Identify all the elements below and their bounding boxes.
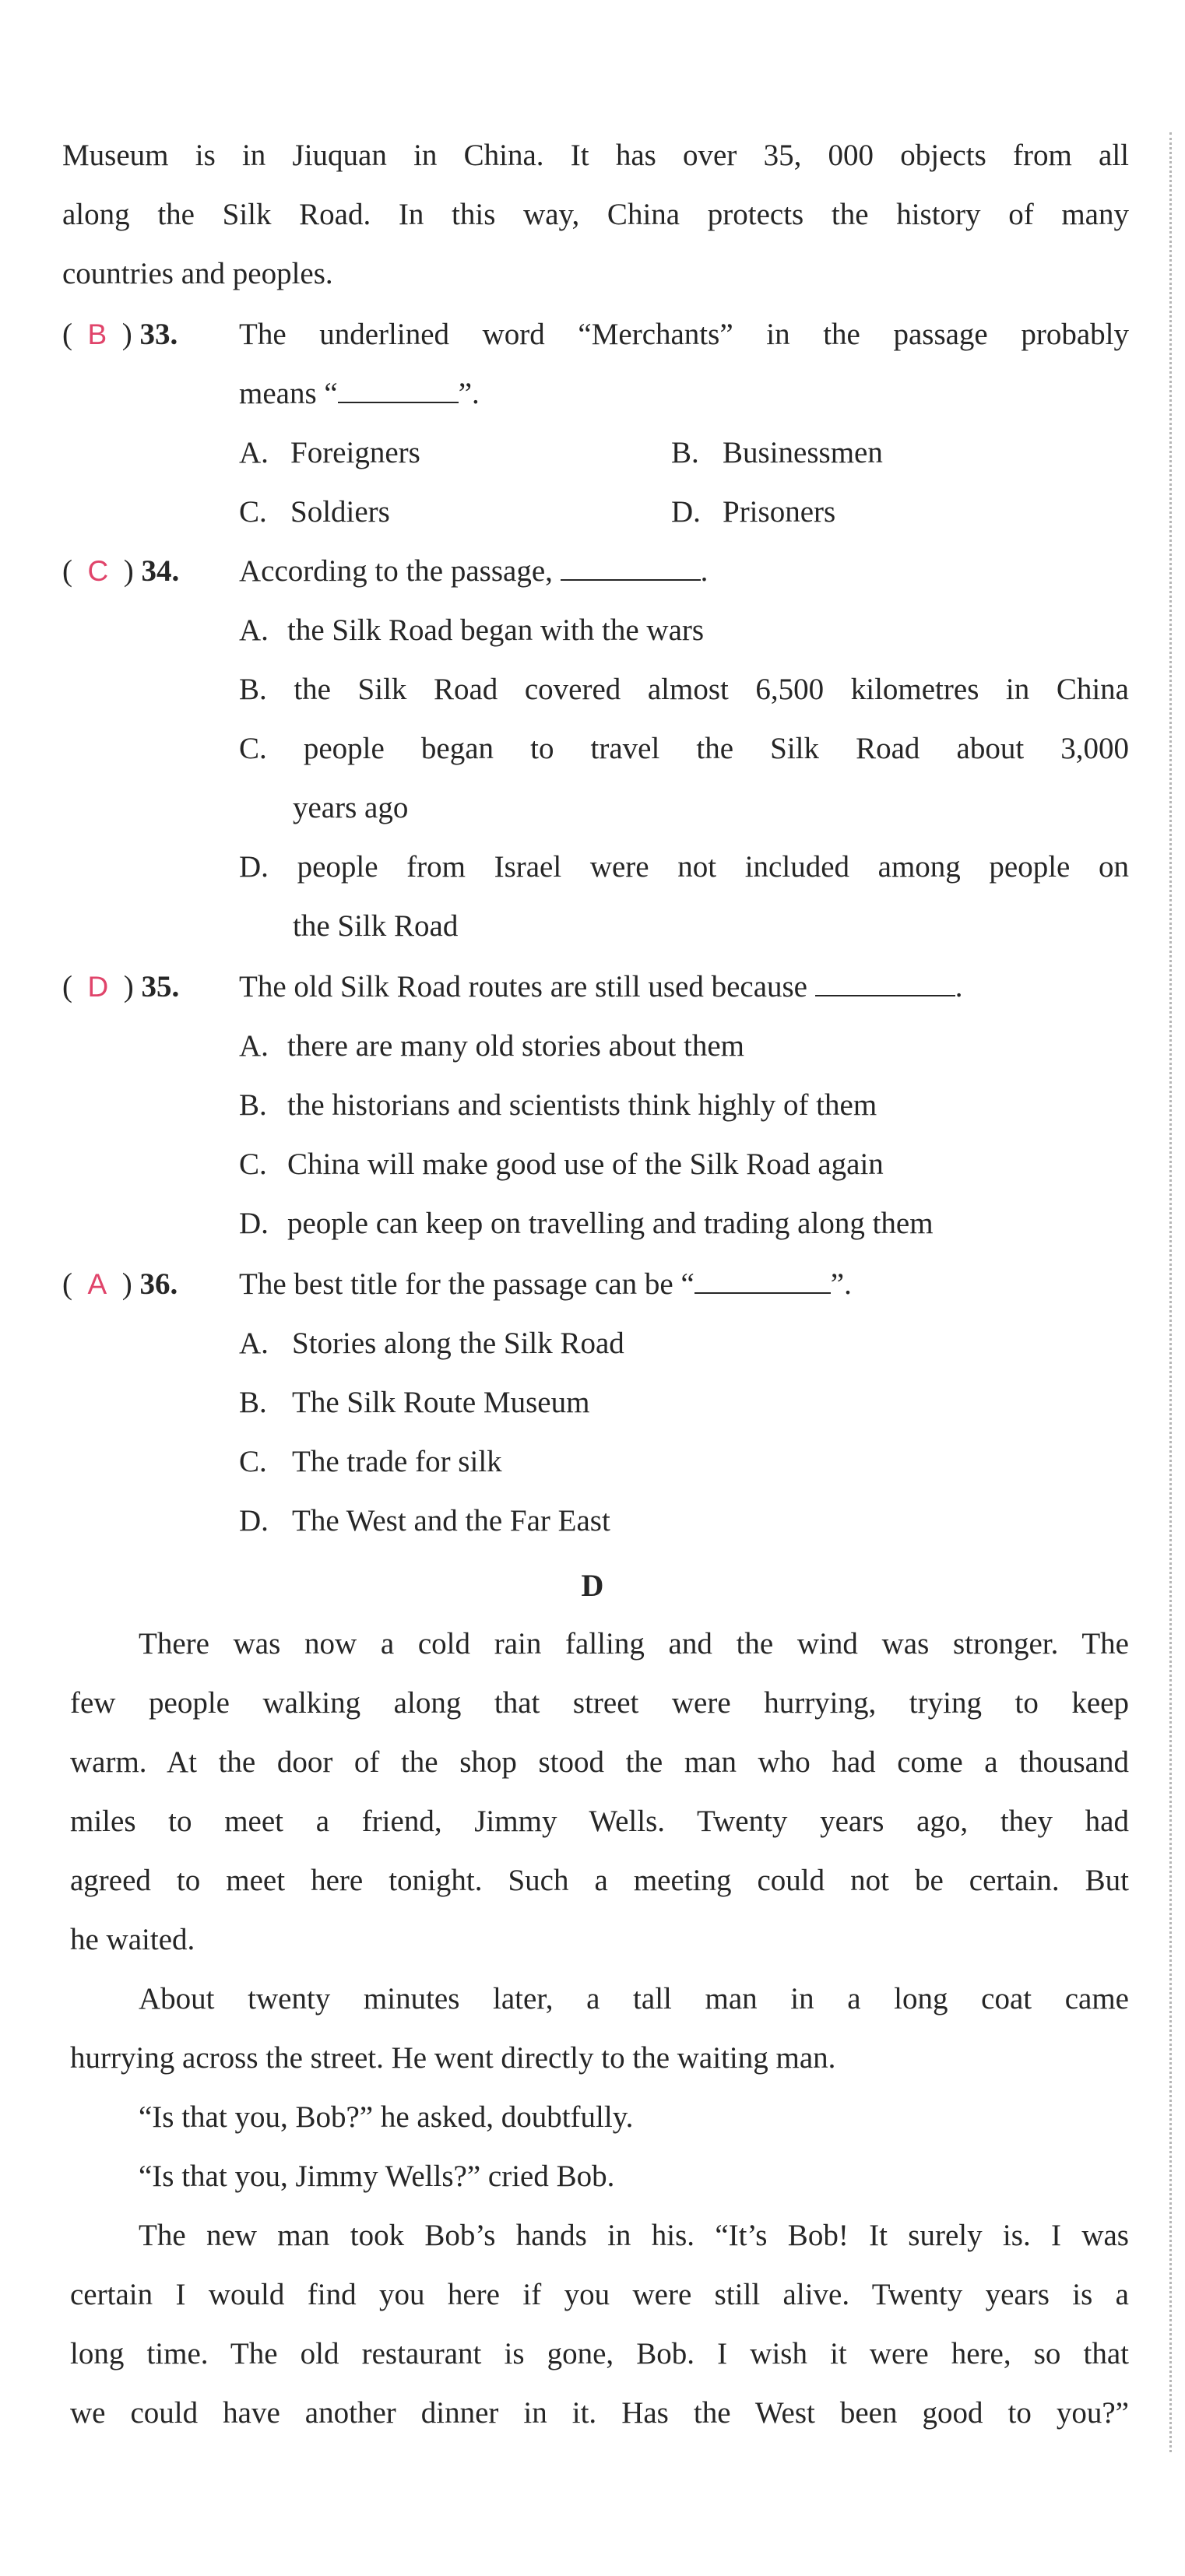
option-text: there are many old stories about them: [287, 1029, 744, 1063]
option-letter: B.: [239, 673, 267, 706]
question-33-prefix: ( B ) 33.: [62, 318, 178, 351]
option-36-a: [239, 1325, 624, 1362]
option-letter: D.: [671, 495, 701, 529]
option-letter: A.: [239, 436, 269, 469]
option-text: The trade for silk: [292, 1445, 502, 1478]
option-letter: B.: [239, 1088, 267, 1122]
passage-line-11: The new man took Bob’s hands in his. “It’s Bob! It surely is. I was: [139, 2219, 1129, 2252]
question-36-stem-tail: ”.: [830, 1267, 852, 1301]
answer-blank: [338, 375, 459, 403]
question-36-prefix: ( A ) 36.: [62, 1267, 178, 1301]
option-letter: B.: [239, 1386, 267, 1419]
question-35-stem: [239, 968, 963, 1006]
question-34-stem-tail: .: [700, 554, 709, 588]
passage-line-1: There was now a cold rain falling and the wind was stronger. The: [139, 1627, 1129, 1661]
passage-line-8: hurrying across the street. He went directly to the waiting man.: [70, 2041, 836, 2075]
option-35-a: [239, 1028, 744, 1065]
question-35-number: 35.: [141, 970, 180, 1003]
option-letter: A.: [239, 1029, 269, 1063]
option-36-c: [239, 1443, 502, 1481]
option-text: The Silk Route Museum: [292, 1386, 590, 1419]
option-36-b: [239, 1384, 589, 1422]
answer-blank: [561, 553, 701, 581]
question-33-answer: B: [87, 318, 107, 350]
option-33-a: [239, 434, 420, 472]
option-text: Foreigners: [290, 436, 420, 469]
option-text: The West and the Far East: [292, 1504, 610, 1538]
option-34-b: [239, 671, 1129, 708]
question-35-stem-text: The old Silk Road routes are still used because: [239, 970, 807, 1003]
option-text: Prisoners: [723, 495, 836, 529]
option-34-d-continued: the Silk Road: [293, 909, 459, 943]
option-35-b: [239, 1087, 877, 1124]
option-letter: B.: [671, 436, 699, 469]
question-33-stem-text: means “: [239, 377, 338, 410]
option-letter: A.: [239, 1327, 269, 1360]
option-text: Stories along the Silk Road: [292, 1327, 624, 1360]
option-36-d: [239, 1502, 610, 1540]
option-35-c: [239, 1146, 884, 1183]
option-34-a: [239, 612, 704, 649]
passage-line-10: “Is that you, Jimmy Wells?” cried Bob.: [139, 2160, 615, 2193]
intro-line-3: countries and peoples.: [62, 257, 333, 290]
option-text: the Silk Road covered almost 6,500 kilometres in China: [294, 673, 1129, 706]
question-35-answer: D: [87, 971, 109, 1003]
option-text: people began to travel the Silk Road about 3,000: [303, 732, 1129, 765]
section-heading: D: [581, 1568, 604, 1603]
option-letter: D.: [239, 1504, 269, 1538]
option-33-d: [671, 494, 835, 531]
intro-line-1: Museum is in Jiuquan in China. It has over 35, 000 objects from all: [62, 139, 1129, 172]
question-34-number: 34.: [141, 554, 180, 588]
option-34-d: [239, 849, 1129, 886]
option-text: people from Israel were not included among people on: [297, 850, 1130, 884]
question-35-stem-tail: .: [955, 970, 963, 1003]
question-34-prefix: ( C ) 34.: [62, 554, 180, 588]
option-letter: A.: [239, 613, 269, 647]
option-text: the historians and scientists think highly of them: [287, 1088, 877, 1122]
passage-line-12: certain I would find you here if you were still alive. Twenty years is a: [70, 2278, 1129, 2311]
question-36-answer: A: [87, 1268, 107, 1300]
passage-line-4: miles to meet a friend, Jimmy Wells. Twenty years ago, they had: [70, 1805, 1129, 1838]
passage-line-13: long time. The old restaurant is gone, Bob. I wish it were here, so that: [70, 2337, 1129, 2370]
question-33-number: 33.: [139, 318, 178, 351]
option-text: Businessmen: [723, 436, 883, 469]
option-35-d: [239, 1205, 934, 1242]
option-34-c: [239, 730, 1129, 768]
option-letter: C.: [239, 732, 267, 765]
passage-line-9: “Is that you, Bob?” he asked, doubtfully.: [139, 2100, 634, 2134]
answer-blank: [815, 968, 955, 996]
option-letter: D.: [239, 850, 269, 884]
answer-blank: [694, 1266, 831, 1294]
passage-line-5: agreed to meet here tonight. Such a meeting could not be certain. But: [70, 1864, 1129, 1897]
option-letter: D.: [239, 1207, 269, 1240]
binding-margin-line: [1169, 132, 1172, 2452]
question-36-stem: [239, 1266, 852, 1303]
passage-line-14: we could have another dinner in it. Has the West been good to you?”: [70, 2396, 1129, 2430]
question-34-stem: [239, 553, 708, 590]
option-34-c-continued: years ago: [293, 791, 409, 824]
option-text: China will make good use of the Silk Road again: [287, 1147, 884, 1181]
passage-line-6: he waited.: [70, 1923, 195, 1956]
option-letter: C.: [239, 1147, 267, 1181]
option-letter: C.: [239, 1445, 267, 1478]
question-33-stem-tail: ”.: [458, 377, 480, 410]
option-letter: C.: [239, 495, 267, 529]
question-33-stem-line-2: [239, 375, 480, 413]
passage-line-3: warm. At the door of the shop stood the man who had come a thousand: [70, 1745, 1129, 1779]
passage-line-7: About twenty minutes later, a tall man in a long coat came: [139, 1982, 1129, 2015]
option-text: the Silk Road began with the wars: [287, 613, 705, 647]
question-36-stem-text: The best title for the passage can be “: [239, 1267, 694, 1301]
question-35-prefix: ( D ) 35.: [62, 970, 180, 1003]
option-33-c: [239, 494, 390, 531]
question-33-stem-line-1: The underlined word “Merchants” in the passage probably: [239, 318, 1129, 351]
question-34-stem-text: According to the passage,: [239, 554, 553, 588]
question-34-answer: C: [87, 555, 109, 587]
option-text: Soldiers: [290, 495, 390, 529]
question-36-number: 36.: [139, 1267, 178, 1301]
option-text: people can keep on travelling and trading along them: [287, 1207, 934, 1240]
passage-line-2: few people walking along that street were hurrying, trying to keep: [70, 1686, 1129, 1720]
option-33-b: [671, 434, 883, 472]
intro-line-2: along the Silk Road. In this way, China protects the history of many: [62, 198, 1129, 231]
